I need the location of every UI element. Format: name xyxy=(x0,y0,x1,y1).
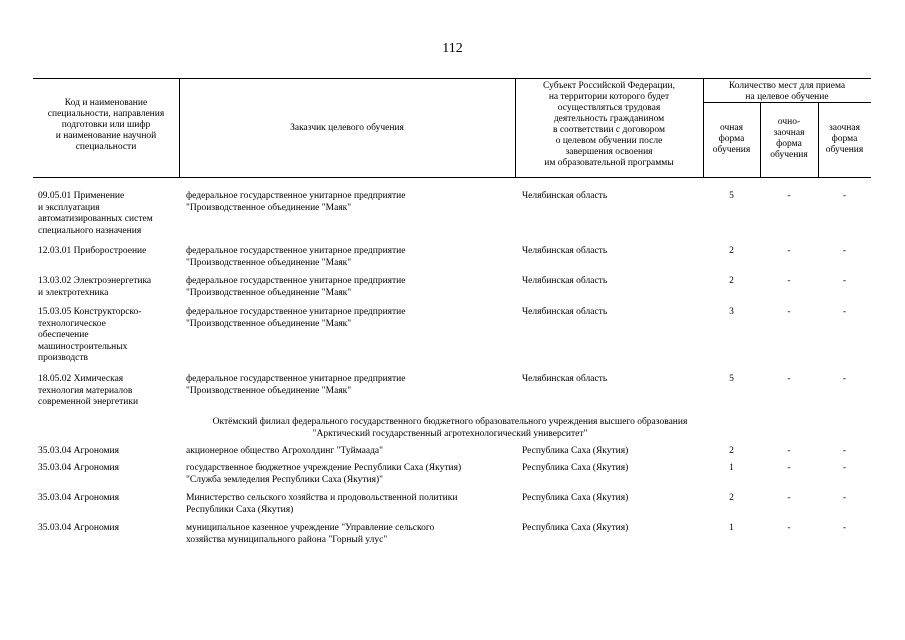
header-mixed: очно- заочная форма обучения xyxy=(770,117,808,160)
row-code: 35.03.04 Агрономия xyxy=(38,463,120,473)
row-code: 35.03.04 Агрономия xyxy=(38,493,120,503)
row-mixed: - xyxy=(787,523,791,533)
row-code: 35.03.04 Агрономия xyxy=(38,446,120,456)
row-mixed: - xyxy=(787,463,791,473)
row-part-time: - xyxy=(842,523,847,533)
header-customer: Заказчик целевого обучения xyxy=(290,123,404,133)
row-code: 35.03.04 Агрономия xyxy=(38,523,120,533)
row-region: Челябинская область xyxy=(522,276,608,286)
row-region: Челябинская область xyxy=(522,374,608,384)
row-customer: федеральное государственное унитарное предприятие "Производственное объединение "Маяк" xyxy=(186,246,406,268)
row-mixed: - xyxy=(787,446,791,456)
row-customer: федеральное государственное унитарное предприятие "Производственное объединение "Маяк" xyxy=(186,307,406,329)
header-places: Количество мест для приема на целевое обучение xyxy=(728,81,846,102)
row-mixed: - xyxy=(787,246,791,256)
row-region: Республика Саха (Якутия) xyxy=(522,463,629,473)
row-part-time: - xyxy=(842,463,847,473)
row-code: 13.03.02 Электроэнергетика и электротехника xyxy=(38,276,152,298)
row-full-time: 2 xyxy=(729,276,734,286)
row-customer: Министерство сельского хозяйства и продовольственной политики Республики Саха (Якутия) xyxy=(186,493,458,515)
branch-heading: Октёмский филиал федерального государственного бюджетного образовательного учреждения высшего образования "Арктический государственный агротехнологический университет" xyxy=(212,417,688,439)
row-mixed: - xyxy=(787,374,791,384)
row-full-time: 2 xyxy=(729,493,734,503)
row-mixed: - xyxy=(787,493,791,503)
row-code: 15.03.05 Конструкторско- технологическое обеспечение машиностроительных производств xyxy=(38,307,142,363)
row-region: Республика Саха (Якутия) xyxy=(522,446,629,456)
row-full-time: 5 xyxy=(729,374,734,384)
header-part-time: заочная форма обучения xyxy=(825,123,864,155)
row-customer: государственное бюджетное учреждение Республики Саха (Якутия) "Служба земледелия Республики Саха (Якутия)" xyxy=(186,463,462,485)
header-region: Субъект Российской Федерации, на территории которого будет осуществляться трудовая деятельность гражданином в соответствии с договором о целевом обучении после завершения освоения им образовательной программы xyxy=(543,81,675,168)
header-full-time: очная форма обучения xyxy=(712,123,751,155)
row-part-time: - xyxy=(842,276,847,286)
row-customer: акционерное общество Агрохолдинг "Туймаада" xyxy=(186,446,384,456)
row-code: 18.05.02 Химическая технология материалов современной энергетики xyxy=(38,374,139,407)
row-part-time: - xyxy=(842,307,847,317)
row-part-time: - xyxy=(842,493,847,503)
row-full-time: 5 xyxy=(729,191,734,201)
row-part-time: - xyxy=(842,374,847,384)
row-code: 12.03.01 Приборостроение xyxy=(38,246,147,256)
row-code: 09.05.01 Применение и эксплуатация автоматизированных систем специального назначения xyxy=(38,191,153,236)
row-part-time: - xyxy=(842,191,847,201)
header-code: Код и наименование специальности, направления подготовки или шифр и наименование научной специальности xyxy=(47,98,165,152)
row-customer: муниципальное казенное учреждение "Управление сельского хозяйства муниципального района "Горный улус" xyxy=(186,523,435,545)
row-full-time: 1 xyxy=(729,523,734,533)
page-number: 112 xyxy=(442,41,463,56)
table-header-bottom-rule xyxy=(33,177,871,178)
row-customer: федеральное государственное унитарное предприятие "Производственное объединение "Маяк" xyxy=(186,374,406,396)
row-part-time: - xyxy=(842,246,847,256)
row-full-time: 1 xyxy=(729,463,734,473)
row-region: Челябинская область xyxy=(522,191,608,201)
row-mixed: - xyxy=(787,307,791,317)
row-mixed: - xyxy=(787,276,791,286)
row-customer: федеральное государственное унитарное предприятие "Производственное объединение "Маяк" xyxy=(186,191,406,213)
row-full-time: 2 xyxy=(729,246,734,256)
row-customer: федеральное государственное унитарное предприятие "Производственное объединение "Маяк" xyxy=(186,276,406,298)
row-region: Челябинская область xyxy=(522,246,608,256)
row-region: Республика Саха (Якутия) xyxy=(522,523,629,533)
row-full-time: 2 xyxy=(729,446,734,456)
row-full-time: 3 xyxy=(729,307,734,317)
table-top-rule xyxy=(33,78,871,79)
row-region: Челябинская область xyxy=(522,307,608,317)
row-mixed: - xyxy=(787,191,791,201)
row-region: Республика Саха (Якутия) xyxy=(522,493,629,503)
row-part-time: - xyxy=(842,446,847,456)
